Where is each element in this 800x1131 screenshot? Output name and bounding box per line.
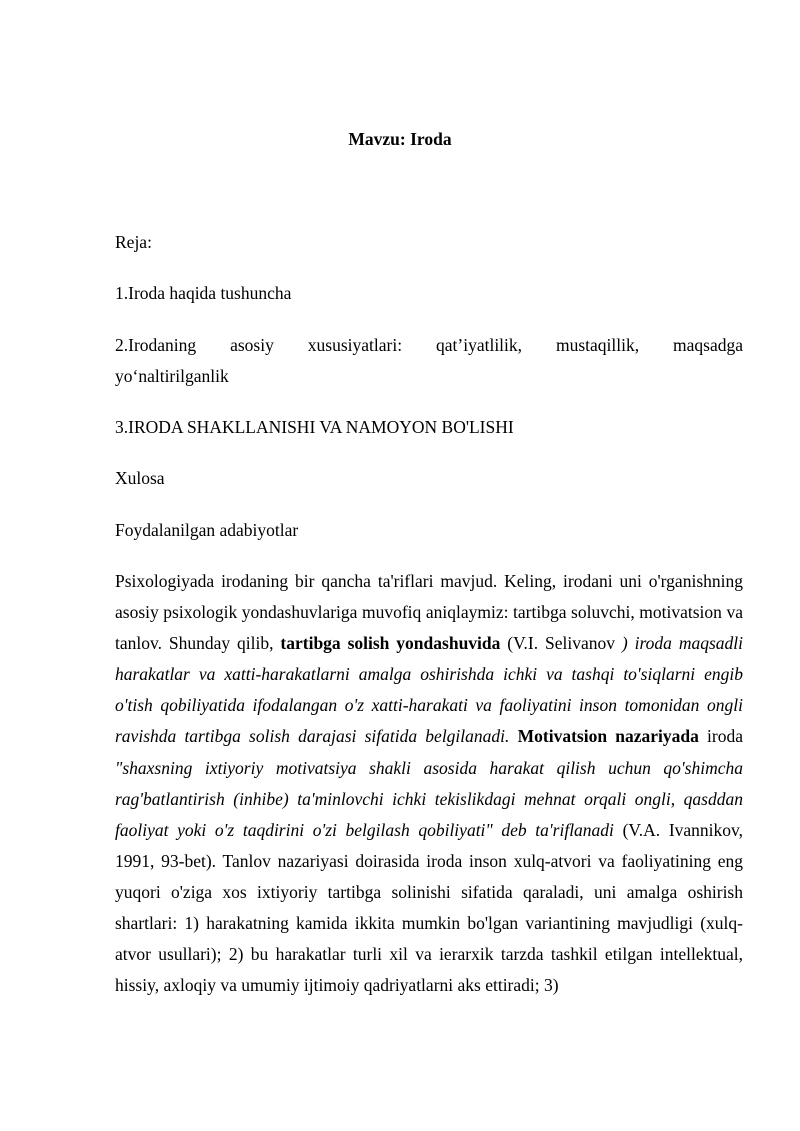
body-text: (V.A. Ivannikov, 1991, 93-bet). Tanlov nazariyasi doirasida iroda inson xulq-atvori va faoliyatining eng yuqori o'ziga xos ixtiyoriy tartibga solinishi sifatida qaraladi, uni amalga oshirish shartlari: 1) harakatning kamida ikkita mumkin bo'lgan variantining mavjudligi (xulq-atvor usullari); 2) bu harakatlar turli xil va ierarxik tarzda tashkil etilgan intellektual, hissiy, axloqiy va umumiy ijtimoiy qadriyatlarni aks ettiradi; 3)	[115, 819, 744, 996]
body-text: Psixologiyada irodaning bir qancha ta'riflari mavjud. Keling, irodani uni o'rganishning asosiy psixologik yondashuvlariga muvofiq aniqlaymiz: tartibga soluvchi, motivatsion va tanlov. Shunday qilib,	[115, 571, 743, 654]
body-bold-term: tartibga solish yondashuvida	[280, 633, 501, 654]
plan-item-conclusion: Xulosa	[115, 468, 165, 488]
plan-item-3: 3.IRODA SHAKLLANISHI VA NAMOYON BO'LISHI	[115, 417, 514, 437]
plan-item-2: 2.Irodaning asosiy xususiyatlari: qat’iyatlilik, mustaqillik, maqsadga	[115, 335, 743, 355]
plan-item-1: 1.Iroda haqida tushuncha	[115, 283, 292, 303]
body-bold-term: Motivatsion nazariyada	[517, 726, 699, 747]
body-text: (V.I. Selivanov	[500, 633, 622, 654]
body-italic-text: ) iroda maqsadli harakatlar va xatti-harakatlarni amalga oshirishda ichki va tashqi to'siqlarni engib o'tish qobiliyatida ifodalangan o'z xatti-harakati va faoliyatini inson tomonidan ongli ravishda tartibga solish darajasi sifatida belgilanadi.	[115, 633, 743, 747]
body-text	[509, 726, 517, 746]
page-title: Mavzu: Iroda	[348, 129, 452, 149]
plan-item-2-continued: yo‘naltirilganlik	[115, 366, 229, 386]
plan-item-references: Foydalanilgan adabiyotlar	[115, 520, 299, 540]
plan-heading: Reja:	[115, 232, 152, 252]
body-italic-quote: "shaxsning ixtiyoriy motivatsiya shakli asosida harakat qilish uchun qo'shimcha rag'batlantirish (inhibe) ta'minlovchi ichki tekislikdagi mehnat orqali ongli, qasddan faoliyat yoki o'z taqdirini o'zi belgilash qobiliyati" deb ta'riflanadi	[115, 757, 743, 840]
body-paragraph	[115, 566, 743, 1001]
body-text: iroda	[698, 726, 744, 747]
